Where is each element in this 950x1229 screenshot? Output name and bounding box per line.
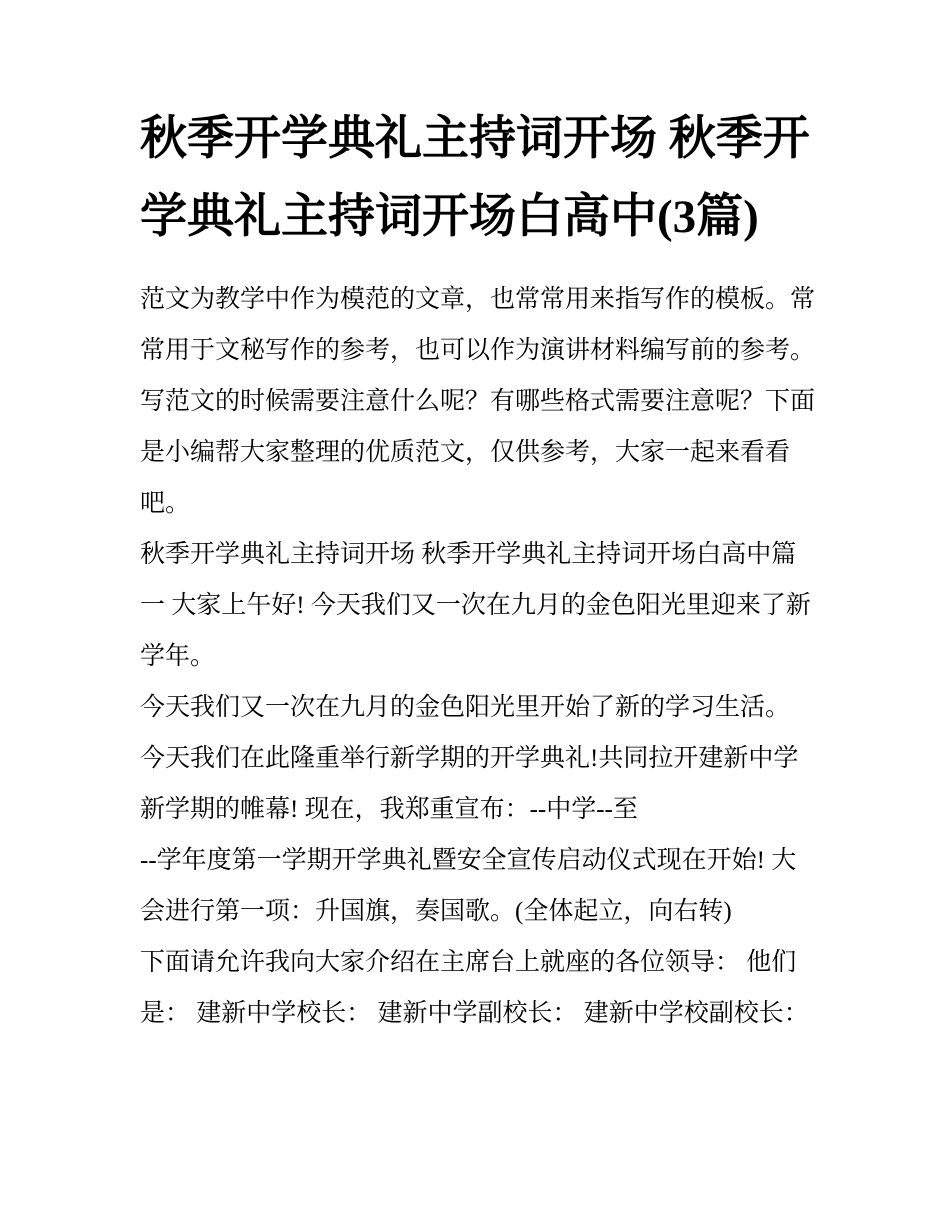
paragraph: 秋季开学典礼主持词开场 秋季开学典礼主持词开场白高中篇一 大家上午好! 今天我们又一次在九月的金色阳光里迎来了新学年。 bbox=[140, 541, 811, 670]
paragraph: 今天我们又一次在九月的金色阳光里开始了新的学习生活。 bbox=[140, 694, 791, 721]
paragraph: 今天我们在此隆重举行新学期的开学典礼!共同拉开建新中学新学期的帷幕! 现在，我郑重宣布：--中学--至 bbox=[140, 745, 799, 823]
paragraph: 范文为教学中作为模范的文章，也常常用来指写作的模板。常常用于文秘写作的参考，也可以作为演讲材料编写前的参考。写范文的时候需要注意什么呢？有哪些格式需要注意呢？下面是小编帮大家整理的优质范文，仅供参考，大家一起来看看吧。 bbox=[140, 286, 816, 517]
paragraph: --学年度第一学期开学典礼暨安全宣传启动仪式现在开始! 大会进行第一项：升国旗，奏国歌。(全体起立，向右转) bbox=[140, 847, 797, 925]
document-body bbox=[140, 274, 818, 1039]
paragraph: 下面请允许我向大家介绍在主席台上就座的各位领导： 他们是： 建新中学校长： 建新中学副校长： 建新中学校副校长： bbox=[140, 949, 809, 1027]
document-title: 秋季开学典礼主持词开场 秋季开学典礼主持词开场白高中(3篇) bbox=[140, 113, 810, 243]
